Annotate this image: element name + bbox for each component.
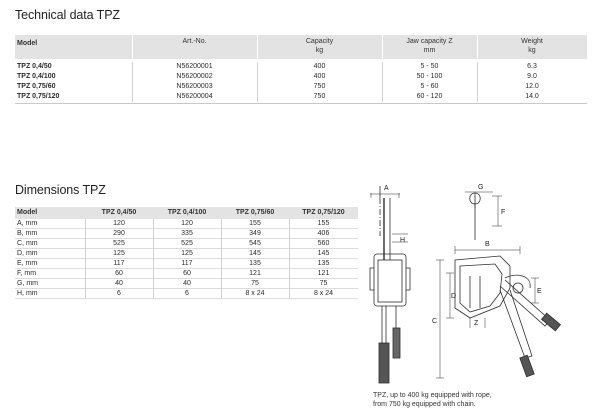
table-row	[15, 219, 358, 229]
dimension-value-cell: 6	[185, 290, 189, 297]
jaw-capacity-cell: 5 - 50	[420, 63, 439, 70]
header-art-no: Art.-No.	[182, 38, 207, 45]
dimension-label-cell: D, mm	[17, 250, 38, 257]
dimension-value-cell: 121	[317, 270, 330, 277]
table-row	[15, 259, 358, 269]
header-model-4: TPZ 0,75/120	[302, 209, 345, 216]
table-row	[15, 72, 587, 82]
dimension-value-cell: 6	[117, 290, 121, 297]
label-c: C	[432, 318, 438, 325]
jaw-capacity-cell: 60 - 120	[416, 93, 443, 100]
table-row	[15, 269, 358, 279]
dimension-value-cell: 155	[317, 220, 330, 227]
model-cell: TPZ 0,75/60	[17, 83, 56, 90]
table-row	[15, 239, 358, 249]
dimension-value-cell: 406	[317, 230, 330, 237]
dimension-value-cell: 335	[181, 230, 193, 237]
model-cell: TPZ 0,4/50	[17, 63, 52, 70]
technical-drawing	[360, 178, 585, 388]
dimension-value-cell: 145	[249, 250, 261, 257]
capacity-cell: 400	[313, 73, 326, 80]
capacity-cell: 750	[313, 83, 326, 90]
dimension-value-cell: 60	[115, 270, 123, 277]
weight-cell: 12.0	[525, 83, 539, 90]
header-weight: Weight kg	[521, 38, 543, 54]
dimension-value-cell: 120	[113, 220, 125, 227]
label-a: A	[384, 185, 389, 192]
table-row	[15, 229, 358, 239]
table-row	[15, 82, 587, 92]
technical-data-header	[15, 35, 587, 59]
art-no-cell: N56200002	[176, 73, 213, 80]
dimension-label-cell: H, mm	[17, 290, 38, 297]
capacity-cell: 400	[313, 63, 326, 70]
header-model: Model	[17, 40, 38, 47]
dimension-value-cell: 135	[317, 260, 330, 267]
dimension-value-cell: 40	[183, 280, 191, 287]
table-row	[15, 279, 358, 289]
dimension-value-cell: 8 x 24	[313, 290, 334, 297]
dimension-value-cell: 125	[181, 250, 193, 257]
dimension-value-cell: 120	[181, 220, 193, 227]
dimension-label-cell: C, mm	[17, 240, 38, 247]
technical-data-title: Technical data TPZ	[15, 8, 120, 22]
dimension-value-cell: 525	[181, 240, 193, 247]
header-model-2: TPZ 0,4/100	[167, 209, 207, 216]
label-g: G	[478, 184, 484, 191]
dimension-value-cell: 155	[249, 220, 261, 227]
header-jaw-capacity: Jaw capacity Z mm	[406, 38, 453, 54]
weight-cell: 6.3	[527, 63, 537, 70]
dimension-value-cell: 117	[113, 260, 125, 267]
table-row	[15, 62, 587, 72]
dimensions-title: Dimensions TPZ	[15, 183, 106, 197]
caption-line-2: from 750 kg equipped with chain.	[373, 401, 476, 408]
dimension-value-cell: 121	[249, 270, 261, 277]
technical-data-table	[15, 35, 587, 104]
header-capacity: Capacity kg	[305, 38, 334, 54]
dimension-value-cell: 349	[249, 230, 261, 237]
label-f: F	[501, 209, 506, 216]
jaw-capacity-cell: 50 - 100	[416, 73, 443, 80]
dimensions-table	[15, 207, 358, 299]
dimension-value-cell: 545	[249, 240, 261, 247]
label-b: B	[485, 241, 490, 248]
dimension-value-cell: 40	[115, 280, 123, 287]
dimension-value-cell: 60	[183, 270, 191, 277]
dimension-value-cell: 525	[113, 240, 125, 247]
dimension-label-cell: A, mm	[17, 220, 38, 227]
dimension-value-cell: 117	[181, 260, 193, 267]
table-row	[15, 289, 358, 299]
dimension-label-cell: G, mm	[17, 280, 38, 287]
dimension-value-cell: 290	[113, 230, 125, 237]
label-h: H	[400, 237, 406, 244]
dimension-label-cell: E, mm	[17, 260, 38, 267]
drawing-caption	[373, 391, 492, 409]
label-d: D	[451, 293, 457, 300]
dimension-value-cell: 75	[319, 280, 328, 287]
dimension-value-cell: 75	[251, 280, 259, 287]
dimension-value-cell: 8 x 24	[245, 290, 265, 297]
header-model-1: TPZ 0,4/50	[101, 209, 137, 216]
model-cell: TPZ 0,75/120	[17, 93, 60, 100]
dimension-label-cell: B, mm	[17, 230, 38, 237]
header-model-3: TPZ 0,75/60	[235, 209, 275, 216]
art-no-cell: N56200001	[176, 63, 213, 70]
dimension-value-cell: 135	[249, 260, 261, 267]
header-model: Model	[17, 209, 38, 216]
dimension-value-cell: 125	[113, 250, 125, 257]
label-z: Z	[474, 320, 479, 327]
table-row	[15, 92, 587, 102]
table-row	[15, 249, 358, 259]
dimension-value-cell: 145	[317, 250, 330, 257]
caption-line-1: TPZ, up to 400 kg equipped with rope,	[373, 392, 492, 399]
dimension-label-cell: F, mm	[17, 270, 37, 277]
dimension-value-cell: 560	[317, 240, 330, 247]
art-no-cell: N56200003	[176, 83, 213, 90]
jaw-capacity-cell: 5 - 60	[420, 83, 439, 90]
weight-cell: 14.0	[525, 93, 539, 100]
label-e: E	[537, 288, 542, 295]
dimensions-header	[15, 207, 358, 219]
capacity-cell: 750	[313, 93, 326, 100]
art-no-cell: N56200004	[176, 93, 213, 100]
weight-cell: 9.0	[527, 73, 537, 80]
model-cell: TPZ 0,4/100	[17, 73, 56, 80]
